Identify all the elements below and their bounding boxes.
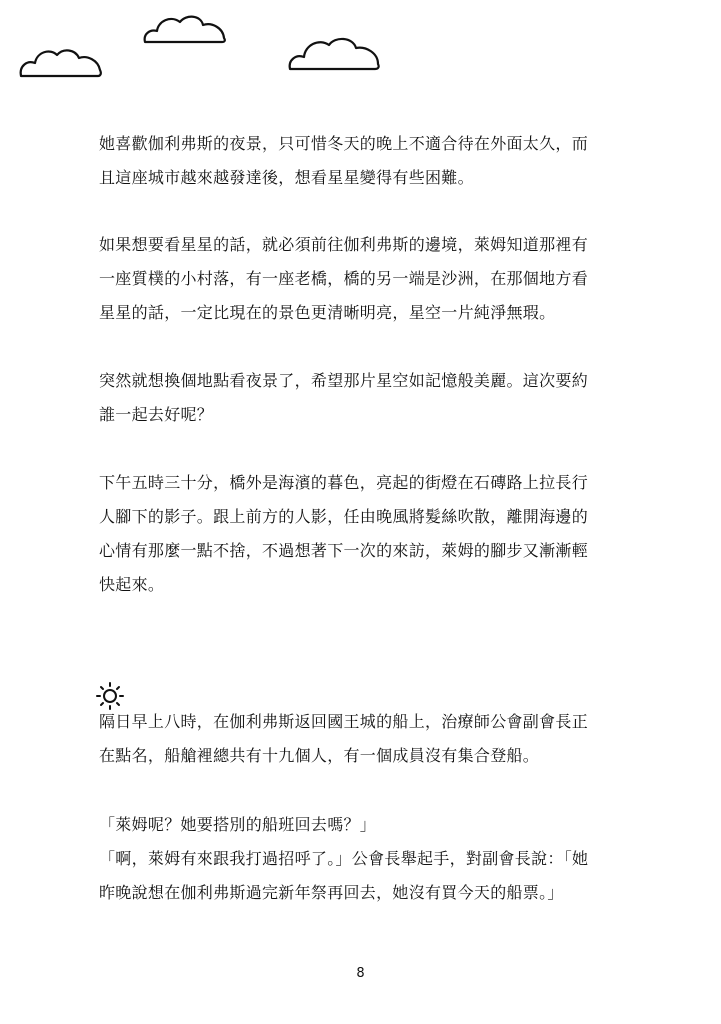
text-line: 人腳下的影子。跟上前方的人影，任由晚風將髮絲吹散，離開海邊的 [99, 507, 589, 526]
text-line: 誰一起去好呢？ [99, 405, 214, 424]
text-line: 下午五時三十分，橋外是海濱的暮色，亮起的街燈在石磚路上拉長行 [99, 473, 589, 492]
paragraph [99, 364, 619, 432]
cloud-icon [287, 33, 382, 73]
cloud-icon [143, 10, 229, 46]
text-line: 心情有那麼一點不捨，不過想著下一次的來訪，萊姆的腳步又漸漸輕 [99, 541, 589, 560]
text-line: 「啊，萊姆有來跟我打過招呼了。」公會長舉起手，對副會長說：「她 [99, 849, 589, 868]
text-line: 突然就想換個地點看夜景了，希望那片星空如記憶般美麗。這次要約 [99, 371, 589, 390]
text-line: 一座質樸的小村落，有一座老橋，橋的另一端是沙洲，在那個地方看 [99, 269, 589, 288]
text-line: 她喜歡伽利弗斯的夜景，只可惜冬天的晚上不適合待在外面太久，而 [99, 134, 589, 153]
text-line: 如果想要看星星的話，就必須前往伽利弗斯的邊境，萊姆知道那裡有 [99, 235, 589, 254]
text-line: 星星的話，一定比現在的景色更清晰明亮，星空一片純淨無瑕。 [99, 303, 556, 322]
paragraph [99, 466, 619, 602]
text-line: 昨晚說想在伽利弗斯過完新年祭再回去，她沒有買今天的船票。」 [99, 883, 564, 902]
paragraph [99, 127, 619, 195]
cloud-icon [18, 42, 104, 80]
text-line: 在點名，船艙裡總共有十九個人，有一個成員沒有集合登船。 [99, 746, 540, 765]
text-line: 且這座城市越來越發達後，想看星星變得有些困難。 [99, 168, 474, 187]
text-line: 隔日早上八時，在伽利弗斯返回國王城的船上，治療師公會副會長正 [99, 712, 589, 731]
paragraph [99, 705, 619, 773]
paragraph [99, 808, 619, 910]
page-number: 8 [356, 966, 365, 981]
text-line: 「萊姆呢？她要搭別的船班回去嗎？」 [99, 815, 377, 834]
text-line: 快起來。 [99, 575, 165, 594]
paragraph [99, 228, 619, 330]
